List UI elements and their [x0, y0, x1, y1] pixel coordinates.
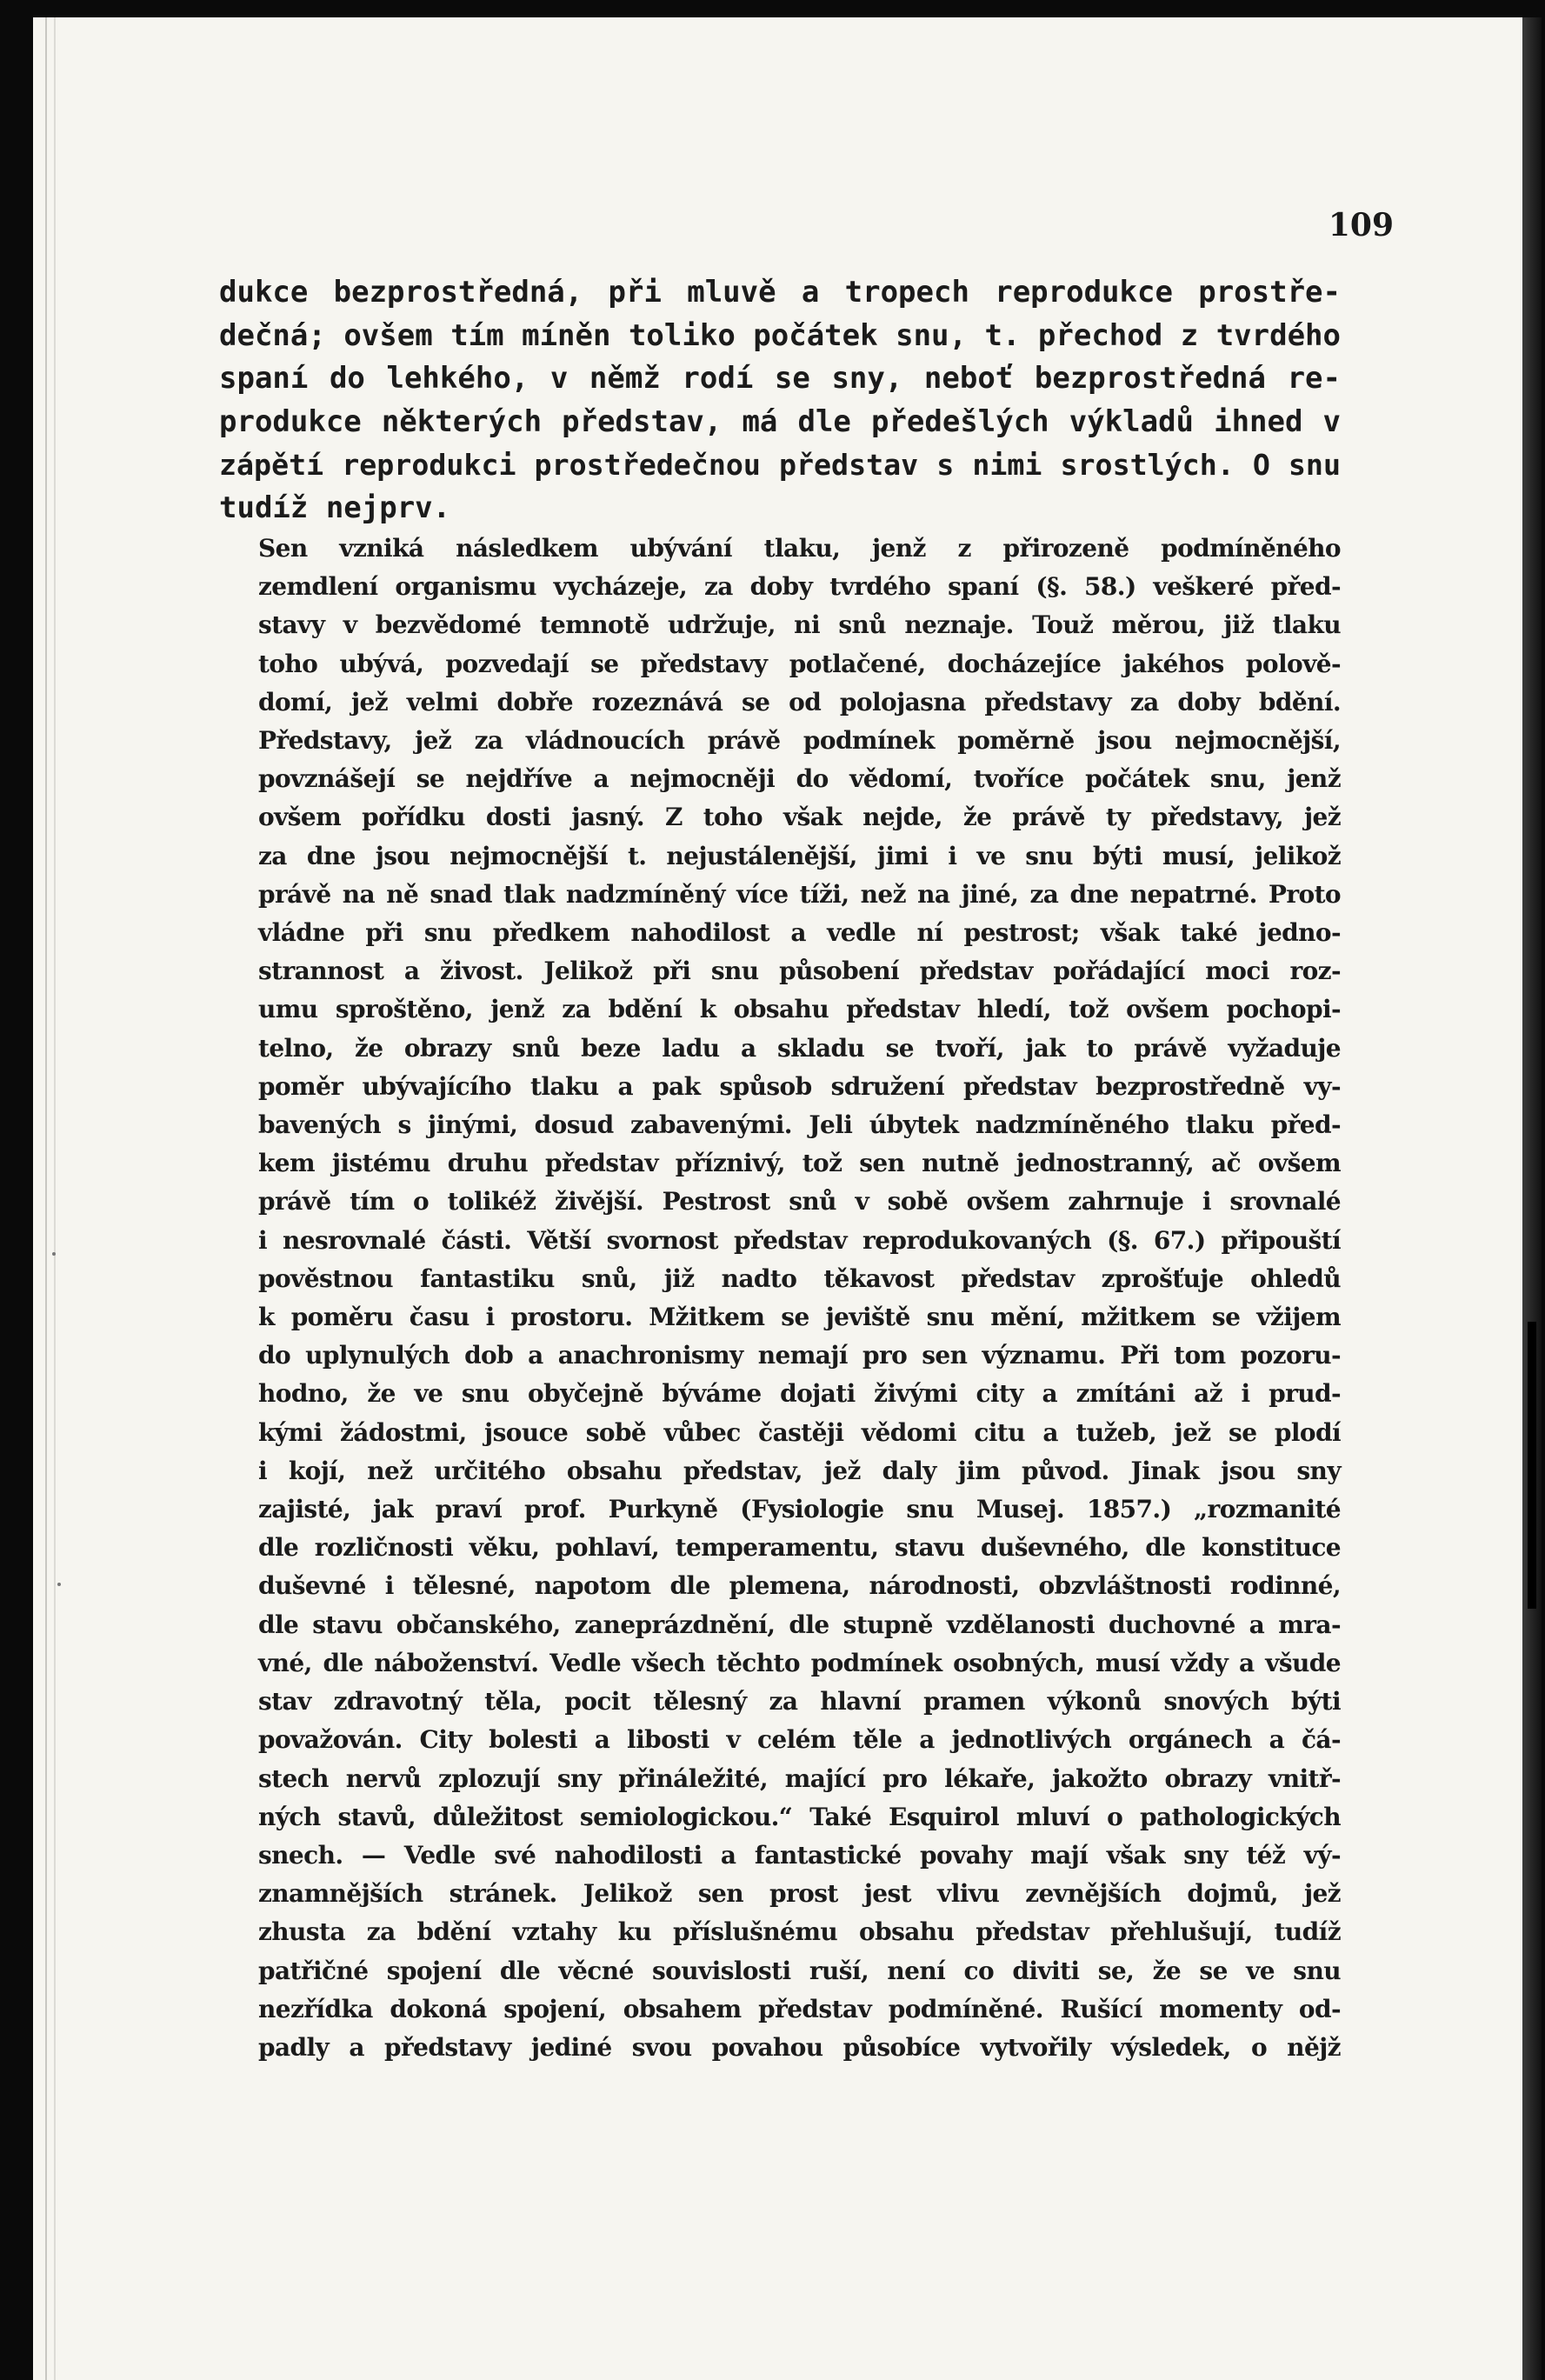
text-line: domí, jež velmi dobře rozeznává se od polojasna představy za doby bdění.	[258, 687, 1341, 717]
text-line: i kojí, než určitého obsahu představ, jež daly jim původ. Jinak jsou sny	[258, 1456, 1341, 1485]
text-line: patřičné spojení dle věcné souvislosti ruší, není co diviti se, že se ve snu	[258, 1956, 1341, 1985]
body-paragraph	[219, 530, 1341, 2067]
text-line: stav zdravotný těla, pocit tělesný za hlavní pramen výkonů snových býti	[258, 1687, 1341, 1717]
page-speck	[52, 1252, 56, 1256]
text-line: právě na ně snad tlak nadzmíněný více tíži, než na jiné, za dne nepatrné. Proto	[258, 879, 1341, 909]
text-line: dukce bezprostředná, při mluvě a tropech reprodukce prostře-	[219, 275, 1341, 310]
text-line: poměr ubývajícího tlaku a pak spůsob sdružení představ bezprostředně vy-	[258, 1071, 1341, 1101]
text-line: toho ubývá, pozvedají se představy potlačené, docházejíce jakéhos polově-	[258, 649, 1341, 678]
text-line: stech nervů zplozují sny přináležité, mající pro lékaře, jakožto obrazy vnitř-	[258, 1763, 1341, 1793]
page-number: 109	[1328, 207, 1394, 243]
text-line: nezřídka dokoná spojení, obsahem představ podmíněné. Rušící momenty od-	[258, 1994, 1341, 2023]
intro-paragraph	[219, 271, 1341, 530]
text-line: vné, dle náboženství. Vedle všech těchto podmínek osobných, musí vždy a všude	[258, 1648, 1341, 1677]
text-line: i nesrovnalé části. Větší svornost představ reprodukovaných (§. 67.) připouští	[258, 1225, 1341, 1255]
text-line: bavených s jinými, dosud zabavenými. Jeli úbytek nadzmíněného tlaku před-	[258, 1110, 1341, 1140]
text-line: spaní do lehkého, v němž rodí se sny, neboť bezprostředná re-	[219, 361, 1341, 396]
text-line: ných stavů, důležitost semiologickou.“ Také Esquirol mluví o pathologických	[258, 1802, 1341, 1831]
page-edge-shadow	[1522, 17, 1542, 2380]
text-line: ovšem pořídku dosti jasný. Z toho však nejde, že právě ty představy, jež	[258, 803, 1341, 832]
text-line: zhusta za bdění vztahy ku příslušnému obsahu představ přehlušují, tudíž	[258, 1917, 1341, 1947]
text-line: zápětí reprodukci prostředečnou představ s nimi srostlých. O snu	[219, 448, 1341, 482]
text-line: vládne při snu předkem nahodilost a vedle ní pestrost; však také jedno-	[258, 918, 1341, 948]
page-speck	[57, 1583, 61, 1586]
text-line: povznášejí se nejdříve a nejmocněji do vědomí, tvoříce počátek snu, jenž	[258, 764, 1341, 794]
text-line: snech. — Vedle své nahodilosti a fantastické povahy mají však sny též vý-	[258, 1840, 1341, 1870]
text-line: za dne jsou nejmocnější t. nejustálenější, jimi i ve snu býti musí, jelikož	[258, 841, 1341, 870]
text-line: do uplynulých dob a anachronismy nemají pro sen významu. Při tom pozoru-	[258, 1341, 1341, 1370]
text-line: tudíž nejprv.	[219, 490, 451, 525]
book-page	[33, 17, 1542, 2380]
text-line: umu sproštěno, jenž za bdění k obsahu představ hledí, tož ovšem pochopi-	[258, 995, 1341, 1024]
text-line: zemdlení organismu vycházeje, za doby tvrdého spaní (§. 58.) veškeré před-	[258, 572, 1341, 602]
text-line: dle stavu občanského, zaneprázdnění, dle stupně vzdělanosti duchovné a mra-	[258, 1610, 1341, 1639]
page-fold-line-inner	[54, 17, 56, 2380]
text-line: dle rozličnosti věku, pohlaví, temperamentu, stavu duševného, dle konstituce	[258, 1533, 1341, 1563]
page-fold-line	[45, 17, 47, 2380]
text-line: pověstnou fantastiku snů, již nadto těkavost představ zprošťuje ohledů	[258, 1263, 1341, 1293]
text-line: Představy, jež za vládnoucích právě podmínek poměrně jsou nejmocnější,	[258, 726, 1341, 756]
text-line: Sen vzniká následkem ubývání tlaku, jenž z přirozeně podmíněného	[258, 534, 1341, 563]
text-line: kem jistému druhu představ příznivý, tož sen nutně jednostranný, ač ovšem	[258, 1149, 1341, 1178]
text-line: stavy v bezvědomé temnotě udržuje, ni snů neznaje. Touž měrou, již tlaku	[258, 610, 1341, 640]
text-line: hodno, že ve snu obyčejně býváme dojati živými city a zmítáni až i prud-	[258, 1379, 1341, 1409]
text-line: strannost a živost. Jelikož při snu působení představ pořádající moci roz-	[258, 957, 1341, 986]
text-line: telno, že obrazy snů beze ladu a skladu se tvoří, jak to právě vyžaduje	[258, 1033, 1341, 1063]
text-line: padly a představy jediné svou povahou působíce vytvořily výsledek, o nějž	[258, 2032, 1341, 2062]
text-line: kými žádostmi, jsouce sobě vůbec častěji vědomi citu a tužeb, jež se plodí	[258, 1417, 1341, 1447]
text-line: k poměru času i prostoru. Mžitkem se jeviště snu mění, mžitkem se vžijem	[258, 1303, 1341, 1332]
text-line: dečná; ovšem tím míněn toliko počátek snu, t. přechod z tvrdého	[219, 317, 1341, 353]
text-line: duševné i tělesné, napotom dle plemena, národnosti, obzvláštnosti rodinné,	[258, 1571, 1341, 1601]
page-text	[219, 271, 1341, 2067]
page-edge-mark	[1528, 1322, 1536, 1609]
text-line: považován. City bolesti a libosti v celém těle a jednotlivých orgánech a čá-	[258, 1725, 1341, 1755]
text-line: zajisté, jak praví prof. Purkyně (Fysiologie snu Musej. 1857.) „rozmanité	[258, 1495, 1341, 1524]
text-line: produkce některých představ, má dle předešlých výkladů ihned v	[219, 403, 1341, 439]
text-line: znamnějších stránek. Jelikož sen prost jest vlivu zevnějších dojmů, jež	[258, 1879, 1341, 1909]
text-line: právě tím o tolikéž živější. Pestrost snů v sobě ovšem zahrnuje i srovnalé	[258, 1187, 1341, 1217]
